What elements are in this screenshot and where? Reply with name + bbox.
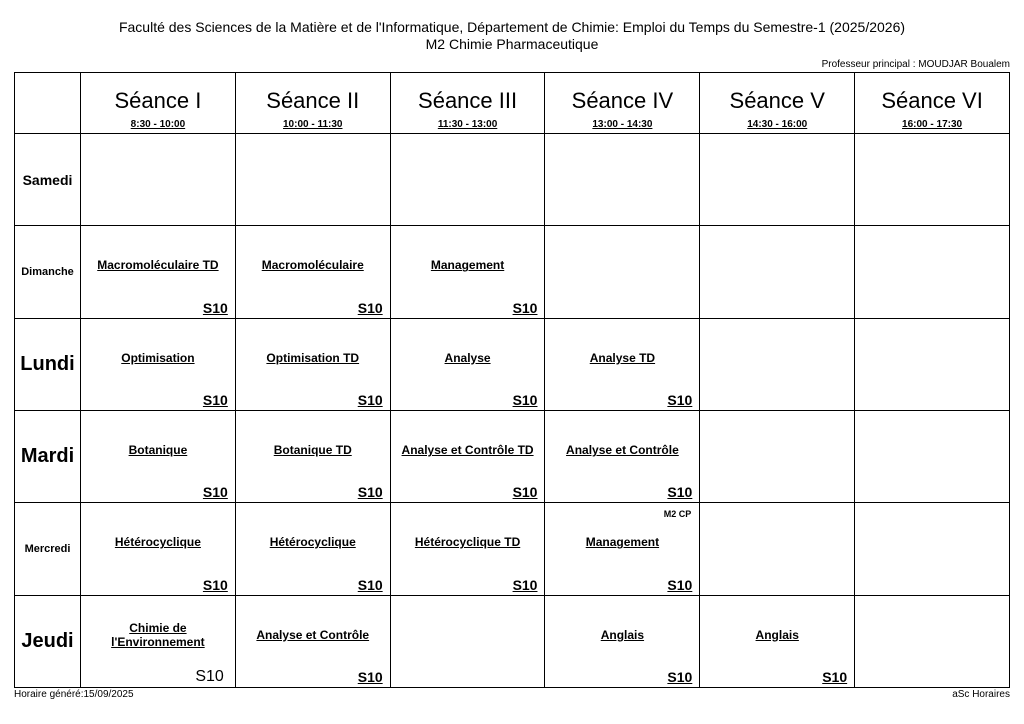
day-label: Lundi	[20, 352, 75, 375]
room-label: S10	[512, 299, 538, 316]
slot-cell	[390, 318, 545, 410]
day-cell	[15, 411, 81, 503]
slot-cell	[81, 411, 236, 503]
session-header	[390, 73, 545, 134]
day-label: Dimanche	[21, 266, 74, 279]
course-subject: Analyse et Contrôle	[566, 443, 679, 458]
slot-cell	[855, 318, 1010, 410]
room-label: S10	[202, 576, 228, 593]
session-time: 13:00 - 14:30	[592, 119, 653, 130]
corner-cell	[15, 73, 81, 134]
slot-cell	[545, 503, 700, 595]
course-subject: Macromoléculaire TD	[97, 258, 219, 273]
slot-cell	[81, 595, 236, 687]
day-row-jeudi	[15, 595, 1010, 687]
session-header	[81, 73, 236, 134]
room-label: S10	[202, 484, 228, 501]
slot-cell	[855, 411, 1010, 503]
course-subject: Optimisation	[121, 350, 195, 365]
course-subject: Optimisation TD	[266, 350, 360, 365]
slot-cell	[700, 411, 855, 503]
slot-cell	[700, 134, 855, 226]
day-label: Jeudi	[21, 629, 74, 652]
course-subject: Hétérocyclique TD	[414, 535, 521, 550]
room-label: S10	[667, 576, 693, 593]
session-time: 10:00 - 11:30	[282, 119, 343, 130]
course-subject: Anglais	[755, 627, 799, 642]
room-label: S10	[357, 576, 383, 593]
session-header	[855, 73, 1010, 134]
room-label: S10	[202, 299, 228, 316]
session-name: Séance IV	[571, 88, 674, 113]
slot-cell	[390, 134, 545, 226]
slot-cell	[700, 595, 855, 687]
room-label: S10	[195, 668, 224, 685]
room-label: S10	[667, 484, 693, 501]
slot-cell	[545, 134, 700, 226]
slot-cell	[390, 503, 545, 595]
slot-cell	[81, 503, 236, 595]
room-label: S10	[667, 392, 693, 409]
course-subject: Anglais	[600, 627, 645, 642]
session-name: Séance V	[729, 88, 825, 113]
slot-cell	[390, 411, 545, 503]
day-cell	[15, 226, 81, 318]
session-name: Séance III	[418, 88, 518, 113]
room-label: S10	[357, 299, 383, 316]
software-credit: aSc Horaires	[952, 689, 1010, 700]
slot-cell	[81, 134, 236, 226]
session-name: Séance II	[266, 88, 360, 113]
day-row-dimanche	[15, 226, 1010, 318]
course-subject: Chimie de l'Environnement	[111, 620, 205, 649]
slot-cell	[545, 595, 700, 687]
session-time: 8:30 - 10:00	[130, 119, 186, 130]
room-label: S10	[202, 392, 228, 409]
slot-cell	[235, 595, 390, 687]
day-row-lundi	[15, 318, 1010, 410]
day-cell	[15, 134, 81, 226]
slot-cell	[855, 503, 1010, 595]
room-label: S10	[357, 669, 383, 685]
class-name: M2 Chimie Pharmaceutique	[425, 36, 599, 52]
slot-cell	[235, 411, 390, 503]
room-label: S10	[357, 392, 383, 409]
course-subject: Management	[585, 535, 660, 550]
session-time: 11:30 - 13:00	[437, 119, 498, 130]
slot-cell	[390, 226, 545, 318]
slot-cell	[855, 595, 1010, 687]
day-row-mercredi	[15, 503, 1010, 595]
slot-cell	[855, 226, 1010, 318]
slot-cell	[545, 226, 700, 318]
generated-date: Horaire généré:15/09/2025	[14, 689, 134, 700]
day-cell	[15, 503, 81, 595]
slot-cell	[81, 318, 236, 410]
slot-cell	[545, 318, 700, 410]
course-subject: Botanique TD	[273, 443, 352, 458]
main-professor: Professeur principal : MOUDJAR Boualem	[821, 59, 1010, 70]
slot-cell	[81, 226, 236, 318]
timetable	[14, 72, 1010, 688]
day-cell	[15, 595, 81, 687]
session-header	[700, 73, 855, 134]
day-row-mardi	[15, 411, 1010, 503]
session-header-row	[15, 73, 1010, 134]
slot-cell	[235, 503, 390, 595]
course-subject: Analyse TD	[589, 350, 656, 365]
session-time: 14:30 - 16:00	[747, 119, 808, 130]
slot-cell	[235, 226, 390, 318]
room-label: S10	[667, 669, 693, 685]
course-subject: Analyse et Contrôle TD	[401, 443, 534, 458]
course-subject: Analyse et Contrôle	[256, 627, 370, 642]
day-cell	[15, 318, 81, 410]
session-header	[235, 73, 390, 134]
course-subject: Management	[430, 258, 505, 273]
room-label: S10	[822, 669, 848, 685]
group-label: M2 CP	[663, 509, 692, 520]
session-header	[545, 73, 700, 134]
day-label: Mardi	[20, 445, 75, 468]
course-subject: Hétérocyclique	[269, 535, 356, 550]
slot-cell	[390, 595, 545, 687]
day-row-samedi	[15, 134, 1010, 226]
slot-cell	[235, 318, 390, 410]
session-name: Séance I	[114, 88, 202, 113]
slot-cell	[700, 503, 855, 595]
room-label: S10	[512, 484, 538, 501]
slot-cell	[855, 134, 1010, 226]
course-subject: Botanique	[128, 443, 188, 458]
room-label: S10	[512, 392, 538, 409]
room-label: S10	[512, 576, 538, 593]
room-label: S10	[357, 484, 383, 501]
page-title: Faculté des Sciences de la Matière et de l'Informatique, Département de Chimie: Emploi du Temps du Semestre-1 (2025/2026)	[118, 19, 906, 35]
slot-cell	[700, 318, 855, 410]
day-label: Mercredi	[24, 543, 71, 556]
course-subject: Hétérocyclique	[114, 535, 201, 550]
session-name: Séance VI	[881, 88, 983, 113]
day-label: Samedi	[22, 171, 73, 188]
session-time: 16:00 - 17:30	[902, 119, 963, 130]
course-subject: Macromoléculaire	[261, 258, 364, 273]
slot-cell	[235, 134, 390, 226]
slot-cell	[545, 411, 700, 503]
slot-cell	[700, 226, 855, 318]
course-subject: Analyse	[444, 350, 491, 365]
